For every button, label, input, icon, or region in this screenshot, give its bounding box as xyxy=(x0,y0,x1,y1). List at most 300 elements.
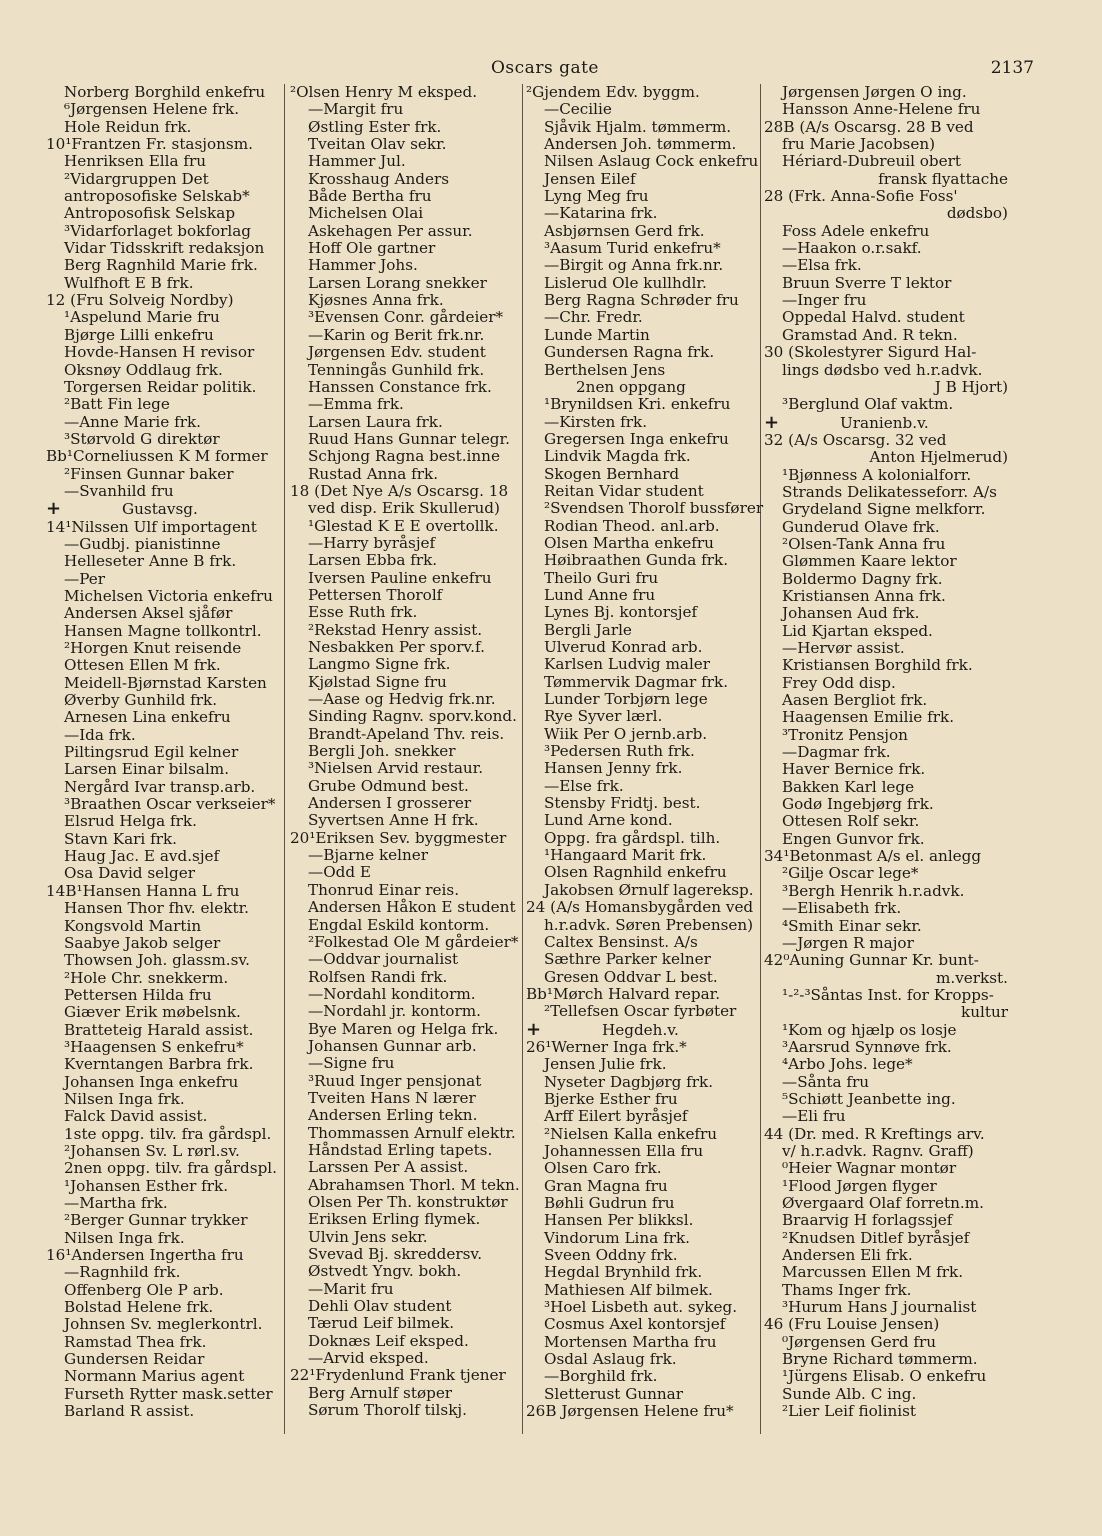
directory-entry: Bakken Karl lege xyxy=(782,777,915,796)
directory-entry: —Katarina frk. xyxy=(544,204,658,223)
directory-entry: Ramstad Thea frk. xyxy=(64,1332,207,1351)
directory-entry: Ottesen Rolf sekr. xyxy=(782,812,920,831)
directory-entry: Både Bertha fru xyxy=(308,187,432,206)
directory-entry: Kjølstad Signe fru xyxy=(308,672,447,691)
directory-entry: Johannessen Ella fru xyxy=(544,1141,704,1160)
directory-entry: 44 (Dr. med. R Kreftings arv. xyxy=(764,1124,985,1143)
directory-entry: —Svanhild fru xyxy=(64,481,174,500)
directory-entry: m.verkst. xyxy=(936,968,1008,987)
directory-entry: —Eli fru xyxy=(782,1107,846,1126)
directory-entry: Tømmervik Dagmar frk. xyxy=(544,672,729,691)
directory-entry: Nesbakken Per sporv.f. xyxy=(308,638,485,656)
directory-entry: ³Berglund Olaf vaktm. xyxy=(782,395,954,414)
directory-entry: Gunderud Olave frk. xyxy=(782,517,940,536)
directory-entry: 26B Jørgensen Helene fru* xyxy=(526,1402,734,1421)
directory-entry: —Haakon o.r.sakf. xyxy=(782,239,922,258)
directory-entry: Rustad Anna frk. xyxy=(308,464,439,483)
directory-entry: Piltingsrud Egil kelner xyxy=(64,743,239,762)
directory-entry: ¹-²-³Såntas Inst. for Kropps- xyxy=(782,985,994,1004)
directory-entry: lings dødsbo ved h.r.advk. xyxy=(782,360,983,379)
directory-entry: Foss Adele enkefru xyxy=(782,221,930,240)
directory-entry: Øverby Gunhild frk. xyxy=(64,691,218,710)
directory-entry: Skogen Bernhard xyxy=(544,464,680,483)
directory-entry: ³Tronitz Pensjon xyxy=(782,725,908,744)
directory-entry: Larssen Per A assist. xyxy=(308,1158,469,1177)
directory-entry: ¹Jürgens Elisab. O enkefru xyxy=(782,1367,987,1386)
directory-entry: Sunde Alb. C ing. xyxy=(782,1384,917,1403)
directory-entry: Johansen Inga enkefru xyxy=(64,1072,239,1091)
directory-entry: Abrahamsen Thorl. M tekn. xyxy=(308,1175,520,1194)
directory-entry: Ruud Hans Gunnar telegr. xyxy=(308,429,510,448)
directory-entry: Nilsen Aslaug Cock enkefru xyxy=(544,152,759,171)
directory-entry: Kverntangen Barbra frk. xyxy=(64,1055,254,1074)
directory-entry: —Kirsten frk. xyxy=(544,412,648,431)
directory-entry: Jakobsen Ørnulf lagereksp. xyxy=(544,880,754,899)
cross-street-label: Uranienb.v. xyxy=(840,413,929,432)
cross-street-icon: + xyxy=(526,1018,542,1040)
directory-entry: Ulvin Jens sekr. xyxy=(308,1227,428,1246)
directory-entry: Gundersen Ragna frk. xyxy=(544,343,715,362)
directory-entry: Oppedal Halvd. student xyxy=(782,308,965,327)
directory-entry: Elsrud Helga frk. xyxy=(64,812,197,831)
directory-entry: Gundersen Reidar xyxy=(64,1350,205,1369)
directory-entry: ³Størvold G direktør xyxy=(64,429,220,448)
directory-entry: Norberg Borghild enkefru xyxy=(64,84,266,101)
directory-entry: ²Folkestad Ole M gårdeier* xyxy=(308,932,519,951)
directory-entry: Gregersen Inga enkefru xyxy=(544,429,729,448)
directory-entry: ¹Flood Jørgen flyger xyxy=(782,1176,937,1195)
directory-entry: Bjerke Esther fru xyxy=(544,1089,678,1108)
directory-entry: Larsen Ebba frk. xyxy=(308,551,438,570)
directory-entry: Engdal Eskild kontorm. xyxy=(308,915,490,934)
directory-entry: Høibraathen Gunda frk. xyxy=(544,551,729,570)
directory-entry: 14¹Nilssen Ulf importagent xyxy=(46,517,257,536)
directory-entry: ²Olsen Henry M eksped. xyxy=(290,84,478,101)
directory-entry: J B Hjort) xyxy=(934,377,1008,396)
directory-entry: ²Gilje Oscar lege* xyxy=(782,864,919,883)
directory-entry: Berg Ragnhild Marie frk. xyxy=(64,256,258,275)
directory-entry: Ottesen Ellen M frk. xyxy=(64,656,221,675)
directory-entry: —Dagmar frk. xyxy=(782,743,891,762)
directory-column-1 xyxy=(46,84,280,1434)
directory-entry: Johansen Gunnar arb. xyxy=(308,1036,477,1055)
directory-entry: Torgersen Reidar politik. xyxy=(64,377,257,396)
directory-entry: —Bjarne kelner xyxy=(308,846,429,865)
directory-entry: Kongsvold Martin xyxy=(64,916,202,935)
directory-entry: ²Rekstad Henry assist. xyxy=(308,620,483,639)
directory-entry: Stensby Fridtj. best. xyxy=(544,794,701,813)
directory-entry: 28B (A/s Oscarsg. 28 B ved xyxy=(764,117,974,136)
directory-entry: fru Marie Jacobsen) xyxy=(782,135,936,154)
directory-entry: fransk flyattache xyxy=(878,169,1008,188)
directory-entry: ²Batt Fin lege xyxy=(64,395,170,414)
directory-entry: 16¹Andersen Ingertha fru xyxy=(46,1246,244,1265)
directory-entry: Pettersen Hilda fru xyxy=(64,985,212,1004)
directory-entry: Lid Kjartan eksped. xyxy=(782,621,933,640)
directory-entry: —Emma frk. xyxy=(308,395,404,414)
directory-entry: Sjåvik Hjalm. tømmerm. xyxy=(544,117,732,136)
directory-entry: —Inger fru xyxy=(782,291,867,310)
directory-column-3 xyxy=(526,84,764,1434)
cross-street-label: Hegdeh.v. xyxy=(602,1020,679,1039)
directory-entry: Hammer Jul. xyxy=(308,152,406,171)
directory-entry: —Nordahl jr. kontorm. xyxy=(308,1002,481,1021)
cross-street-icon: + xyxy=(46,498,62,520)
directory-entry: Hovde-Hansen H revisor xyxy=(64,343,255,362)
directory-entry: ²Hole Chr. snekkerm. xyxy=(64,968,229,987)
directory-entry: 22¹Frydenlund Frank tjener xyxy=(290,1366,506,1385)
directory-entry: ¹Bjønness A kolonialforr. xyxy=(782,465,972,484)
directory-entry: Jensen Julie frk. xyxy=(544,1055,667,1074)
directory-entry: Bye Maren og Helga frk. xyxy=(308,1019,499,1038)
directory-entry: Saabye Jakob selger xyxy=(64,933,221,952)
directory-entry: Wulfhoft E B frk. xyxy=(64,273,194,292)
directory-entry: Frey Odd disp. xyxy=(782,673,896,692)
directory-entry: —Borghild frk. xyxy=(544,1367,658,1386)
cross-street-label: Gustavsg. xyxy=(122,500,198,519)
directory-entry: 24 (A/s Homansbygården ved xyxy=(526,898,754,917)
directory-entry: Gran Magna fru xyxy=(544,1176,668,1195)
directory-entry: Bryne Richard tømmerm. xyxy=(782,1350,978,1369)
directory-entry: —Signe fru xyxy=(308,1054,395,1073)
directory-entry: Krosshaug Anders xyxy=(308,169,450,188)
directory-entry: Rye Syver lærl. xyxy=(544,707,663,726)
directory-entry: ⁰Jørgensen Gerd fru xyxy=(782,1332,937,1351)
directory-entry: ¹Glestad K E E overtollk. xyxy=(308,516,499,535)
directory-entry: Sletterust Gunnar xyxy=(544,1384,684,1403)
directory-entry: 12 (Fru Solveig Nordby) xyxy=(46,291,234,310)
directory-entry: Bjørge Lilli enkefru xyxy=(64,325,214,344)
directory-entry: Doknæs Leif eksped. xyxy=(308,1331,469,1350)
directory-entry: ³Haagensen S enkefru* xyxy=(64,1037,244,1056)
directory-entry: —Ida frk. xyxy=(64,725,136,744)
directory-entry: Bruun Sverre T lektor xyxy=(782,273,952,292)
directory-entry: Vidar Tidsskrift redaksjon xyxy=(64,239,265,258)
directory-entry: —Harry byråsjef xyxy=(308,533,436,552)
directory-entry: Andersen Aksel sjåfør xyxy=(64,604,233,623)
directory-entry: Lund Arne kond. xyxy=(544,811,673,830)
directory-entry: Normann Marius agent xyxy=(64,1367,245,1386)
directory-entry: Nergård Ivar transp.arb. xyxy=(64,777,256,796)
directory-entry: Jensen Eilef xyxy=(544,169,636,188)
directory-entry: 10¹Frantzen Fr. stasjonsm. xyxy=(46,135,253,154)
directory-entry: Hansen Magne tollkontrl. xyxy=(64,621,262,640)
directory-entry: Vindorum Lina frk. xyxy=(544,1228,690,1247)
directory-entry: Hériard-Dubreuil obert xyxy=(782,152,961,171)
directory-entry: ⁴Smith Einar sekr. xyxy=(782,916,922,935)
directory-entry: Gramstad And. R tekn. xyxy=(782,325,958,344)
directory-entry: —Cecilie xyxy=(544,100,612,119)
directory-entry: —Gudbj. pianistinne xyxy=(64,534,221,553)
directory-entry: Nilsen Inga frk. xyxy=(64,1089,185,1108)
directory-entry: Stavn Kari frk. xyxy=(64,829,178,848)
directory-entry: —Karin og Berit frk.nr. xyxy=(308,325,485,344)
directory-entry: Larsen Einar bilsalm. xyxy=(64,760,230,779)
directory-entry: Reitan Vidar student xyxy=(544,481,704,500)
directory-entry: Cosmus Axel kontorsjef xyxy=(544,1315,726,1334)
directory-entry: ³Ruud Inger pensjonat xyxy=(308,1071,482,1090)
directory-entry: ²Vidargruppen Det xyxy=(64,169,209,188)
directory-entry: Øvergaard Olaf forretn.m. xyxy=(782,1194,984,1212)
directory-column-4 xyxy=(764,84,1008,1434)
directory-entry: kultur xyxy=(961,1003,1008,1022)
directory-entry: Caltex Bensinst. A/s xyxy=(544,932,698,951)
directory-entry: Osdal Aslaug frk. xyxy=(544,1350,677,1369)
directory-entry: ²Gjendem Edv. byggm. xyxy=(526,84,700,101)
directory-entry: ²Tellefsen Oscar fyrbøter xyxy=(544,1002,737,1021)
directory-entry: Helleseter Anne B frk. xyxy=(64,552,237,571)
directory-entry: ¹Kom og hjælp os losje xyxy=(782,1020,957,1039)
directory-entry: h.r.advk. Søren Prebensen) xyxy=(544,915,754,934)
directory-entry: ³Braathen Oscar verkseier* xyxy=(64,795,276,814)
directory-entry: ⁴Arbo Johs. lege* xyxy=(782,1055,913,1074)
directory-entry: ⁵Schiøtt Jeanbette ing. xyxy=(782,1089,956,1108)
directory-entry: Gresen Oddvar L best. xyxy=(544,967,718,986)
directory-entry: ²Lier Leif fiolinist xyxy=(782,1402,917,1421)
directory-entry: Hansen Per blikksl. xyxy=(544,1211,694,1230)
directory-entry: Grube Odmund best. xyxy=(308,776,469,795)
directory-entry: 34¹Betonmast A/s el. anlegg xyxy=(764,847,982,866)
directory-entry: Larsen Laura frk. xyxy=(308,412,443,431)
directory-entry: Lynes Bj. kontorsjef xyxy=(544,603,698,622)
directory-entry: Askehagen Per assur. xyxy=(308,221,473,240)
directory-entry: ²Olsen-Tank Anna fru xyxy=(782,534,946,553)
directory-entry: Eriksen Erling flymek. xyxy=(308,1210,481,1229)
directory-entry: 26¹Werner Inga frk.* xyxy=(526,1037,687,1056)
directory-column-2 xyxy=(290,84,524,1434)
directory-entry: —Oddvar journalist xyxy=(308,950,459,969)
directory-entry: —Odd E xyxy=(308,863,371,882)
directory-entry: ¹Hangaard Marit frk. xyxy=(544,846,707,865)
directory-entry: —Hervør assist. xyxy=(782,639,905,657)
directory-entry: ²Horgen Knut reisende xyxy=(64,639,242,657)
directory-entry: ⁰Heier Wagnar montør xyxy=(782,1159,957,1178)
directory-entry: ³Vidarforlaget bokforlag xyxy=(64,221,251,240)
directory-entry: Boldermo Dagny frk. xyxy=(782,569,943,588)
directory-entry: Thowsen Joh. glassm.sv. xyxy=(64,951,250,970)
directory-entry: Johnsen Sv. meglerkontrl. xyxy=(64,1315,263,1334)
directory-entry: Thommassen Arnulf elektr. xyxy=(308,1123,516,1142)
directory-entry: Tveitan Olav sekr. xyxy=(308,135,447,154)
directory-entry: Bb¹Mørch Halvard repar. xyxy=(526,984,721,1003)
directory-entry: Michelsen Olai xyxy=(308,204,424,223)
directory-entry: Lunde Martin xyxy=(544,325,650,344)
directory-entry: —Marit fru xyxy=(308,1279,394,1298)
directory-entry: Engen Gunvor frk. xyxy=(782,829,925,848)
directory-entry: Osa David selger xyxy=(64,864,195,883)
directory-entry: antroposofiske Selskab* xyxy=(64,187,250,206)
directory-entry: Olsen Caro frk. xyxy=(544,1159,662,1178)
directory-entry: ³Hoel Lisbeth aut. sykeg. xyxy=(544,1298,738,1317)
directory-entry: Andersen Erling tekn. xyxy=(308,1106,478,1125)
directory-entry: Oppg. fra gårdspl. tilh. xyxy=(544,828,721,847)
directory-entry: —Sånta fru xyxy=(782,1072,870,1091)
directory-entry: Oksnøy Oddlaug frk. xyxy=(64,360,223,379)
directory-entry: Sæthre Parker kelner xyxy=(544,950,711,969)
directory-entry: Hoff Ole gartner xyxy=(308,239,436,258)
directory-entry: —Jørgen R major xyxy=(782,933,914,952)
directory-entry: Kristiansen Borghild frk. xyxy=(782,656,973,675)
directory-entry: Arnesen Lina enkefru xyxy=(64,708,231,727)
directory-entry: —Elsa frk. xyxy=(782,256,862,275)
directory-entry: Hegdal Brynhild frk. xyxy=(544,1263,703,1282)
directory-entry: Østling Ester frk. xyxy=(308,117,442,136)
directory-entry: Hole Reidun frk. xyxy=(64,117,192,136)
directory-entry: Lunder Torbjørn lege xyxy=(544,690,708,709)
directory-entry: Marcussen Ellen M frk. xyxy=(782,1263,964,1282)
directory-entry: Sinding Ragnv. sporv.kond. xyxy=(308,707,517,726)
directory-entry: Hansen Jenny frk. xyxy=(544,759,683,778)
directory-entry: —Margit fru xyxy=(308,100,404,119)
directory-entry: 46 (Fru Louise Jensen) xyxy=(764,1315,940,1334)
directory-entry: Bøhli Gudrun fru xyxy=(544,1194,675,1212)
directory-entry: Nyseter Dagbjørg frk. xyxy=(544,1072,714,1091)
directory-entry: Mortensen Martha fru xyxy=(544,1332,717,1351)
directory-entry: Haagensen Emilie frk. xyxy=(782,708,955,727)
directory-entry xyxy=(764,411,1008,433)
directory-entry: Hansson Anne-Helene fru xyxy=(782,100,981,119)
directory-entry: 2nen oppgang xyxy=(576,377,686,396)
directory-entry: Hammer Johs. xyxy=(308,256,418,275)
directory-entry: Bolstad Helene frk. xyxy=(64,1298,214,1317)
directory-entry xyxy=(526,1018,764,1040)
directory-entry: Schjong Ragna best.inne xyxy=(308,447,500,466)
directory-entry: Anton Hjelmerud) xyxy=(869,448,1008,467)
directory-entry: Kristiansen Anna frk. xyxy=(782,586,946,605)
directory-entry: dødsbo) xyxy=(946,204,1008,223)
directory-entry: Hanssen Constance frk. xyxy=(308,377,492,396)
directory-entry: Jørgensen Jørgen O ing. xyxy=(782,84,967,101)
directory-entry: Meidell-Bjørnstad Karsten xyxy=(64,673,267,692)
directory-entry: Strands Delikatesseforr. A/s xyxy=(782,482,997,501)
directory-entry: Lislerud Ole kullhdlr. xyxy=(544,273,707,292)
directory-entry: Glømmen Kaare lektor xyxy=(782,552,957,571)
directory-entry: ²Svendsen Thorolf bussfører xyxy=(544,499,764,518)
directory-entry: ²Knudsen Ditlef byråsjef xyxy=(782,1228,970,1247)
directory-entry: ³Hurum Hans J journalist xyxy=(782,1298,977,1317)
directory-entry: Bergli Joh. snekker xyxy=(308,742,456,761)
directory-entry: Thonrud Einar reis. xyxy=(308,880,460,899)
directory-entry: Haver Bernice frk. xyxy=(782,760,926,779)
directory-entry: ²Johansen Sv. L rørl.sv. xyxy=(64,1141,240,1160)
directory-entry: Esse Ruth frk. xyxy=(308,603,418,622)
directory-entry: —Nordahl konditorm. xyxy=(308,984,476,1003)
directory-entry: Giæver Erik møbelsnk. xyxy=(64,1003,241,1022)
directory-entry: Rolfsen Randi frk. xyxy=(308,967,448,986)
directory-entry: Haug Jac. E avd.sjef xyxy=(64,847,220,866)
directory-entry: 32 (A/s Oscarsg. 32 ved xyxy=(764,430,947,449)
directory-entry xyxy=(46,500,280,518)
directory-entry: Sveen Oddny frk. xyxy=(544,1246,678,1265)
directory-entry: Østvedt Yngv. bokh. xyxy=(308,1262,462,1281)
directory-entry: ³Pedersen Ruth frk. xyxy=(544,742,695,761)
directory-entry: Larsen Lorang snekker xyxy=(308,273,487,292)
directory-entry: Bergli Jarle xyxy=(544,620,632,639)
directory-entry: ³Evensen Conr. gårdeier* xyxy=(308,308,504,327)
directory-entry: —Else frk. xyxy=(544,776,624,795)
directory-entry: ²Finsen Gunnar baker xyxy=(64,464,234,483)
directory-entry: ¹Aspelund Marie fru xyxy=(64,308,220,327)
directory-entry: Falck David assist. xyxy=(64,1107,208,1126)
directory-entry: Andersen I grosserer xyxy=(308,794,472,813)
directory-entry: ¹Brynildsen Kri. enkefru xyxy=(544,395,731,414)
directory-entry: Nilsen Inga frk. xyxy=(64,1228,185,1247)
directory-entry: 42⁰Auning Gunnar Kr. bunt- xyxy=(764,951,979,970)
directory-entry: Langmo Signe frk. xyxy=(308,655,451,674)
directory-entry: —Arvid eksped. xyxy=(308,1349,429,1368)
directory-entry: —Martha frk. xyxy=(64,1194,168,1212)
directory-entry: —Elisabeth frk. xyxy=(782,899,902,918)
directory-entry: Tenningås Gunhild frk. xyxy=(308,360,485,379)
directory-entry: —Per xyxy=(64,569,105,588)
page-title: Oscars gate xyxy=(491,58,599,78)
directory-entry: Håndstad Erling tapets. xyxy=(308,1140,493,1159)
directory-entry: Henriksen Ella fru xyxy=(64,152,207,171)
directory-entry: Ulverud Konrad arb. xyxy=(544,638,703,656)
directory-entry: Olsen Martha enkefru xyxy=(544,533,714,552)
directory-entry: 20¹Eriksen Sev. byggmester xyxy=(290,828,507,847)
cross-street-icon: + xyxy=(764,411,780,433)
directory-entry: Theilo Guri fru xyxy=(544,568,659,587)
directory-entry: Braarvig H forlagssjef xyxy=(782,1211,953,1230)
directory-entry: Olsen Per Th. konstruktør xyxy=(308,1193,508,1211)
directory-entry: v/ h.r.advk. Ragnv. Graff) xyxy=(782,1141,974,1160)
directory-entry: Aasen Bergliot frk. xyxy=(782,691,928,710)
directory-entry: 28 (Frk. Anna-Sofie Foss' xyxy=(764,187,958,206)
directory-entry: ³Aarsrud Synnøve frk. xyxy=(782,1037,952,1056)
directory-entry: ⁶Jørgensen Helene frk. xyxy=(64,100,240,119)
directory-entry: 30 (Skolestyrer Sigurd Hal- xyxy=(764,343,977,362)
directory-entry: Pettersen Thorolf xyxy=(308,585,443,604)
directory-entry: Michelsen Victoria enkefru xyxy=(64,586,273,605)
page-number: 2137 xyxy=(990,58,1034,78)
directory-entry: —Chr. Fredr. xyxy=(544,308,643,327)
directory-entry: Berthelsen Jens xyxy=(544,360,666,379)
directory-entry: Berg Ragna Schrøder fru xyxy=(544,291,739,310)
directory-entry: Kjøsnes Anna frk. xyxy=(308,291,444,310)
directory-entry: ³Bergh Henrik h.r.advk. xyxy=(782,881,965,900)
directory-entry: ²Berger Gunnar trykker xyxy=(64,1211,248,1230)
directory-entry: Berg Arnulf støper xyxy=(308,1383,453,1402)
directory-entry: Andersen Eli frk. xyxy=(782,1246,913,1265)
directory-entry: 14B¹Hansen Hanna L fru xyxy=(46,881,240,900)
directory-entry: Sørum Thorolf tilskj. xyxy=(308,1401,467,1420)
directory-entry: Offenberg Ole P arb. xyxy=(64,1280,224,1299)
directory-entry: Lindvik Magda frk. xyxy=(544,447,691,466)
directory-entry: Lund Anne fru xyxy=(544,585,656,604)
directory-entry: Brandt-Apeland Thv. reis. xyxy=(308,724,505,743)
directory-entry: Olsen Ragnhild enkefru xyxy=(544,863,727,882)
directory-entry: —Aase og Hedvig frk.nr. xyxy=(308,690,496,709)
directory-entry: Syvertsen Anne H frk. xyxy=(308,811,479,830)
directory-entry: 2nen oppg. tilv. fra gårdspl. xyxy=(64,1159,277,1178)
directory-entry: Jørgensen Edv. student xyxy=(308,343,486,362)
directory-entry: Bratteteig Harald assist. xyxy=(64,1020,254,1039)
directory-entry: —Birgit og Anna frk.nr. xyxy=(544,256,724,275)
directory-entry: ved disp. Erik Skullerud) xyxy=(308,499,500,518)
directory-entry: Tærud Leif bilmek. xyxy=(308,1314,455,1333)
directory-entry: —Anne Marie frk. xyxy=(64,412,201,431)
directory-entry: Andersen Håkon E student xyxy=(308,898,516,917)
directory-entry: —Ragnhild frk. xyxy=(64,1263,181,1282)
directory-entry: Arff Eilert byråsjef xyxy=(544,1107,688,1126)
directory-entry: Barland R assist. xyxy=(64,1402,195,1421)
directory-entry: Mathiesen Alf bilmek. xyxy=(544,1280,713,1299)
directory-entry: Andersen Joh. tømmerm. xyxy=(544,135,737,154)
directory-entry: Johansen Aud frk. xyxy=(782,604,920,623)
directory-entry: Tveiten Hans N lærer xyxy=(308,1088,476,1107)
directory-entry: Rodian Theod. anl.arb. xyxy=(544,516,720,535)
